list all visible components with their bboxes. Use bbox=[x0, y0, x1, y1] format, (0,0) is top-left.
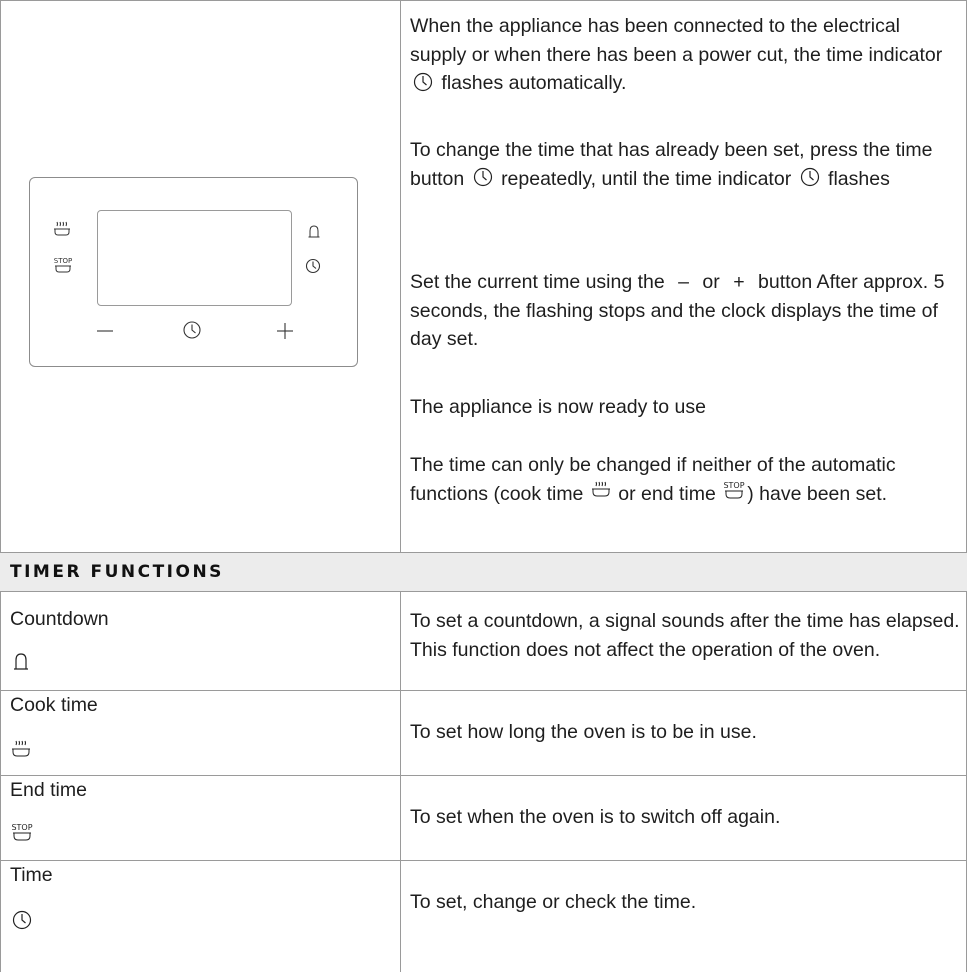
display-window bbox=[97, 210, 292, 306]
table-left-border bbox=[0, 0, 1, 972]
intro-text: repeatedly, until the time indicator bbox=[501, 167, 792, 190]
function-desc-cook-time: To set how long the oven is to be in use. bbox=[410, 721, 757, 743]
svg-text:STOP: STOP bbox=[53, 257, 73, 265]
function-label-countdown: Countdown bbox=[10, 608, 109, 630]
bell-icon bbox=[307, 225, 321, 239]
intro-text: or end time bbox=[618, 482, 716, 505]
intro-text: ) have been set. bbox=[747, 482, 888, 505]
intro-paragraph-2 bbox=[410, 136, 960, 193]
column-divider-rows bbox=[400, 592, 401, 972]
cook-time-icon bbox=[10, 740, 32, 760]
end-time-icon bbox=[10, 822, 34, 844]
function-label-time: Time bbox=[10, 864, 53, 886]
cook-time-icon bbox=[52, 221, 72, 239]
clock-icon bbox=[305, 258, 321, 274]
cook-time-icon bbox=[589, 481, 613, 501]
intro-text: flashes bbox=[828, 167, 890, 190]
clock-icon bbox=[182, 320, 202, 340]
clock-icon bbox=[799, 166, 821, 188]
column-divider-top bbox=[400, 0, 401, 552]
intro-text: Set the current time using the bbox=[410, 271, 665, 293]
row-divider bbox=[0, 860, 967, 861]
table-top-border bbox=[0, 0, 967, 1]
end-time-icon bbox=[52, 256, 74, 276]
intro-paragraph-4: The appliance is now ready to use bbox=[410, 396, 706, 418]
clock-icon bbox=[11, 909, 33, 931]
minus-icon bbox=[96, 326, 114, 336]
bell-icon bbox=[12, 652, 30, 672]
minus-symbol: – bbox=[678, 271, 689, 293]
control-panel-illustration bbox=[29, 177, 358, 367]
row-divider bbox=[0, 690, 967, 691]
function-desc-time: To set, change or check the time. bbox=[410, 891, 697, 913]
intro-text: To change the time that has already been set, press the time button bbox=[410, 139, 933, 190]
clock-icon bbox=[472, 166, 494, 188]
section-heading-row bbox=[0, 552, 967, 592]
intro-text: button After approx. 5 seconds, the flashing stops and the clock displays the time of day set. bbox=[410, 271, 945, 350]
clock-icon bbox=[412, 71, 434, 93]
intro-paragraph-3 bbox=[410, 268, 955, 354]
intro-paragraph-5 bbox=[410, 451, 955, 508]
row-divider bbox=[0, 775, 967, 776]
function-desc-countdown: To set a countdown, a signal sounds after the time has elapsed. This function does not affect the operation of the oven. bbox=[410, 610, 960, 661]
intro-paragraph-1 bbox=[410, 12, 955, 98]
plus-icon bbox=[276, 322, 294, 340]
function-desc-end-time: To set when the oven is to switch off again. bbox=[410, 806, 781, 828]
intro-text: When the appliance has been connected to the electrical supply or when there has been a power cut, the time indicator bbox=[410, 15, 943, 66]
end-time-icon bbox=[721, 480, 747, 502]
intro-text: or bbox=[702, 271, 720, 293]
svg-text:STOP: STOP bbox=[11, 823, 33, 832]
plus-symbol: + bbox=[733, 271, 745, 293]
intro-text: The time can only be changed if neither of the automatic functions (cook time bbox=[410, 454, 896, 505]
intro-text: flashes automatically. bbox=[441, 72, 627, 94]
section-heading: TIMER FUNCTIONS bbox=[10, 562, 224, 582]
function-label-cook-time: Cook time bbox=[10, 694, 98, 716]
svg-text:STOP: STOP bbox=[723, 481, 745, 491]
function-label-end-time: End time bbox=[10, 779, 87, 801]
